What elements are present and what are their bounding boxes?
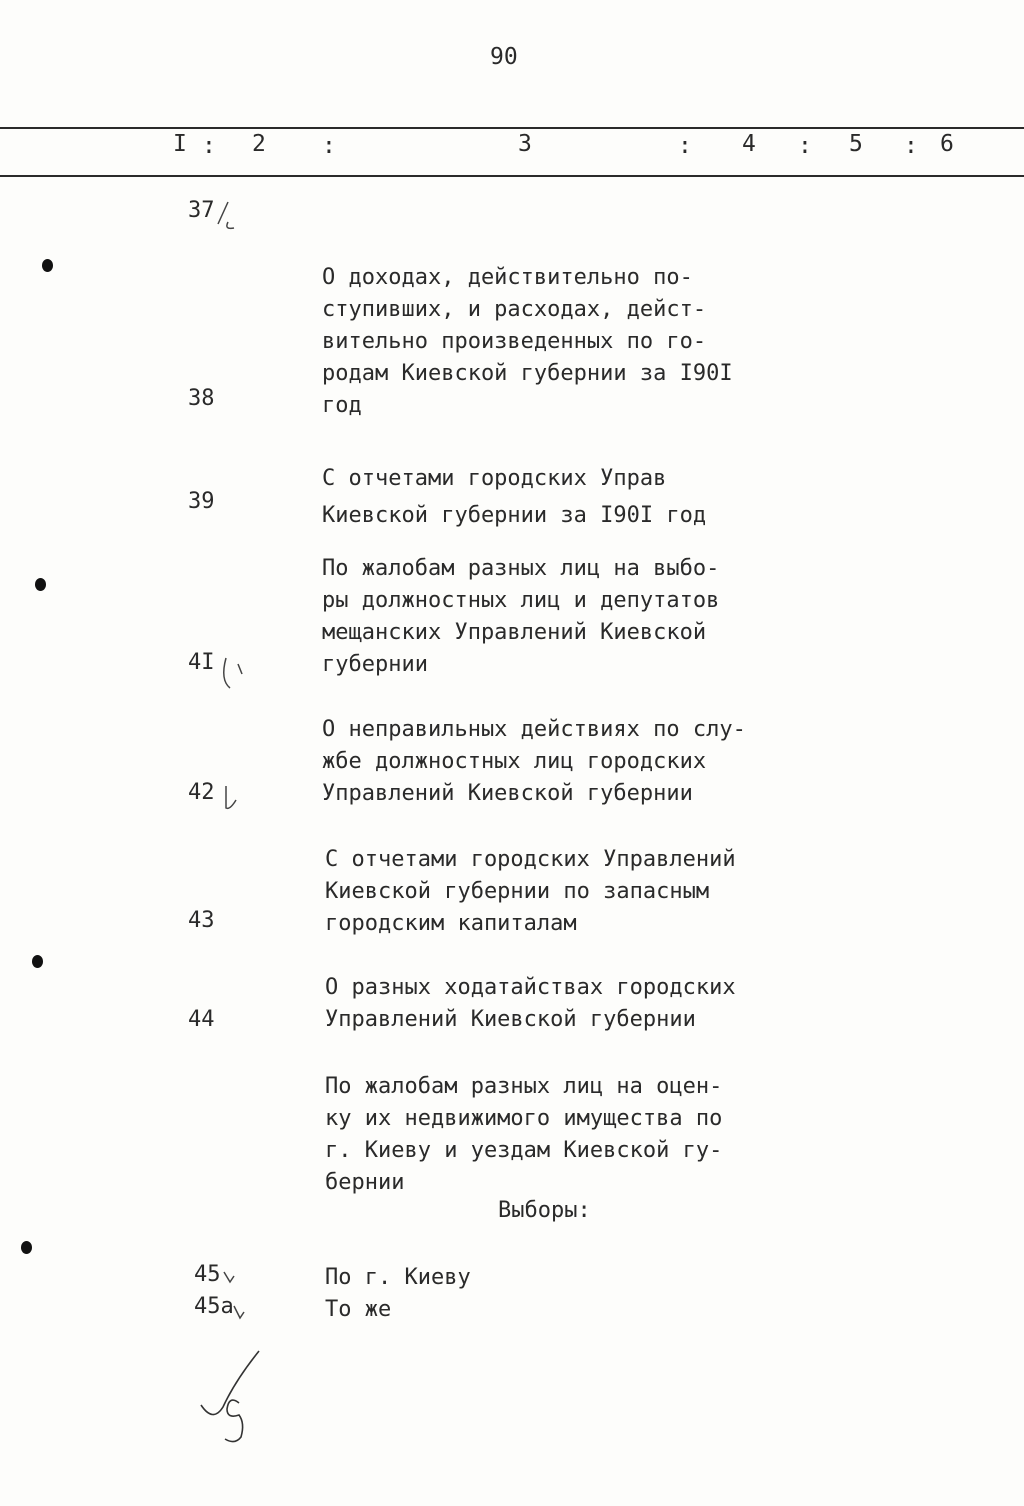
check-mark-icon [232, 1302, 252, 1326]
entry-number: 44 [188, 1007, 215, 1032]
check-mark-icon [222, 782, 252, 812]
punch-hole [32, 955, 43, 968]
column-header-1: I [173, 131, 187, 157]
entry-text: То же [325, 1297, 392, 1322]
entry-number: 38 [188, 386, 215, 411]
entry-text: С отчетами городских Управ Киевской губернии за I90I год [322, 466, 707, 528]
column-separator: : [678, 133, 692, 159]
entry-number: 37 [188, 198, 215, 223]
punch-hole [21, 1241, 32, 1254]
column-header-2: 2 [252, 131, 266, 157]
entry-text: По г. Киеву [325, 1265, 471, 1290]
signature-mark-icon [195, 1345, 270, 1450]
punch-hole [42, 259, 53, 272]
entry-number: 42 [188, 780, 215, 805]
column-header-4: 4 [742, 131, 756, 157]
entry-text: О разных ходатайствах городских Управлений Киевской губернии [325, 975, 736, 1032]
column-separator: : [798, 133, 812, 159]
section-heading: Выборы: [498, 1198, 591, 1223]
entry-number: 45 [194, 1262, 221, 1287]
entry-text: С отчетами городских Управлений Киевской губернии по запасным городским капиталам [325, 847, 736, 936]
column-separator: : [904, 133, 918, 159]
header-rule-bottom [0, 175, 1024, 177]
entry-number: 4I [188, 650, 215, 675]
column-header-3: 3 [518, 131, 532, 157]
check-mark-icon [222, 1268, 242, 1288]
entry-text: По жалобам разных лиц на оцен- ку их недвижимого имущества по г. Киеву и уездам Киевской гу- бернии [325, 1074, 723, 1195]
check-mark-icon [218, 654, 248, 694]
page-number: 90 [490, 44, 518, 70]
entry-number: 39 [188, 489, 215, 514]
entry-text: По жалобам разных лиц на выбо- ры должностных лиц и депутатов мещанских Управлений Киевской губернии [322, 556, 720, 677]
entry-text: О неправильных действиях по слу- жбе должностных лиц городских Управлений Киевской губернии [322, 717, 746, 806]
entry-number: 43 [188, 908, 215, 933]
column-header-5: 5 [849, 131, 863, 157]
entry-text: О доходах, действительно по- ступивших, и расходах, дейст- вительно произведенных по го- родам Киевской губернии за I90I год [322, 265, 733, 418]
check-mark-icon [214, 198, 244, 238]
entry-number: 45а [194, 1294, 234, 1319]
column-header-6: 6 [940, 131, 954, 157]
column-separator: : [322, 133, 336, 159]
punch-hole [35, 578, 46, 591]
column-separator: : [202, 133, 216, 159]
header-rule-top [0, 127, 1024, 129]
